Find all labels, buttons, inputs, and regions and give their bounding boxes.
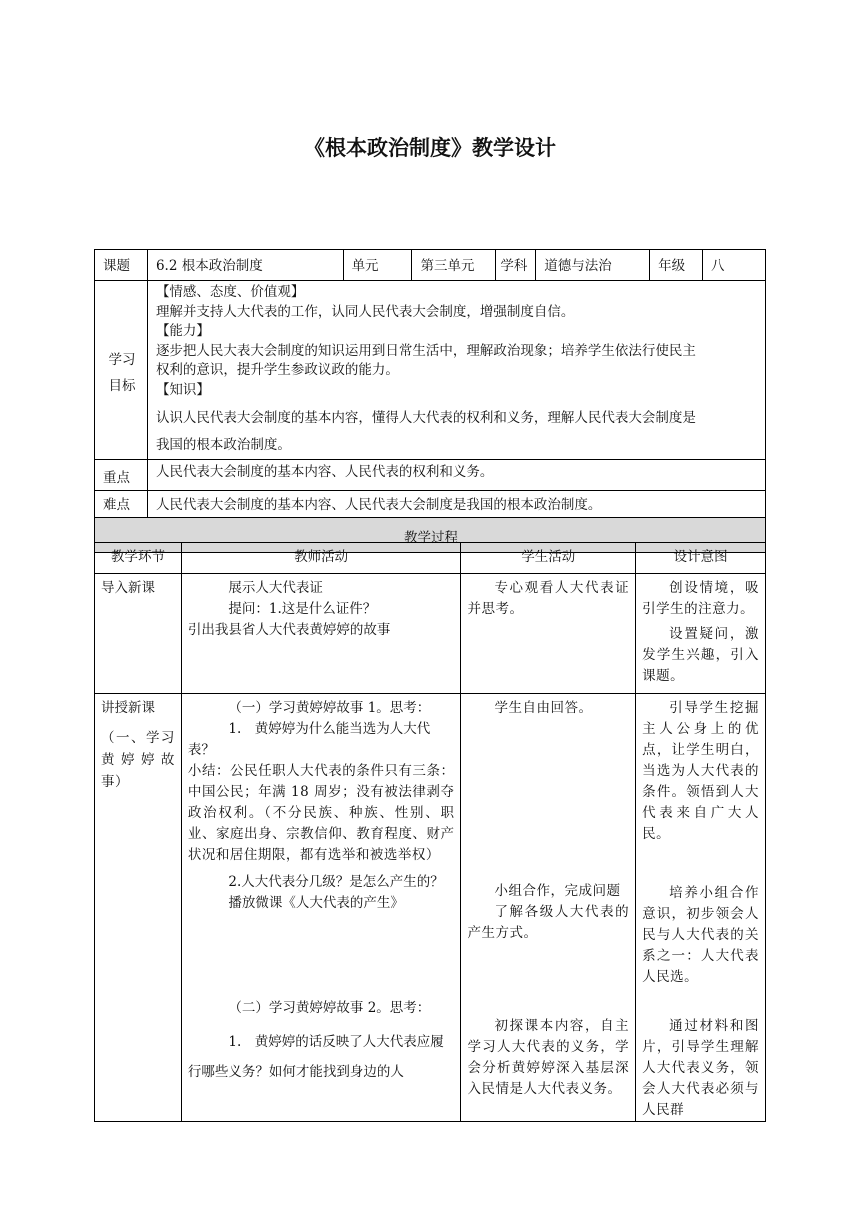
objective-text: 认识人民代表大会制度的基本内容，懂得人大代表的权利和义务，理解人民代表大会制度是 — [155, 410, 696, 426]
objectives-label: 学习 目标 — [95, 281, 148, 460]
objective-heading-attitude: 【情感、态度、价值观】 — [155, 284, 305, 300]
student-intro: 专心观看人大代表证并思考。 — [461, 574, 636, 694]
teacher-intro: 展示人大代表证 提问：1.这是什么证件？ 引出我县省人大代表黄婷婷的故事 — [181, 574, 461, 694]
unit-label: 单元 — [343, 250, 412, 281]
column-intent: 设计意图 — [636, 543, 766, 574]
objective-text: 理解并支持人大代表的工作，认同人民代表大会制度，增强制度自信。 — [155, 303, 575, 320]
difficulty-row — [95, 491, 766, 518]
objective-heading-knowledge: 【知识】 — [155, 381, 210, 398]
objective-text: 我国的根本政治制度。 — [155, 437, 291, 453]
objectives-content — [147, 281, 765, 460]
difficulty-label: 难点 — [95, 491, 148, 518]
course-label: 课题 — [95, 250, 148, 281]
process-column-headers — [95, 543, 766, 574]
key-point-row — [95, 460, 766, 491]
objectives-row — [95, 281, 766, 460]
process-header: 教学过程 — [95, 518, 766, 553]
key-point-value: 人民代表大会制度的基本内容、人民代表的权利和义务。 — [147, 460, 765, 491]
stage-intro: 导入新课 — [95, 574, 182, 694]
process-row-intro — [95, 574, 766, 694]
objective-heading-ability: 【能力】 — [155, 323, 210, 339]
difficulty-value: 人民代表大会制度的基本内容、人民代表大会制度是我国的根本政治制度。 — [147, 491, 765, 518]
grade-label: 年级 — [650, 250, 703, 281]
column-student: 学生活动 — [461, 543, 636, 574]
objective-text: 逐步把人民大表大会制度的知识运用到日常生活中，理解政治现象；培养学生依法行使民主 — [155, 342, 696, 359]
grade-value: 八 — [703, 250, 766, 281]
intent-new-lesson: 引导学生挖掘主人公身上的优点，让学生明白，当选为人大代表的条件。领悟到人大代表来自广大人民。 培养小组合作意识，初步领会人民与人大代表的关系之一：人大代表人民选。 通过材料和图片，引导学生理解人大代表义务，领会人大代表必须与人民群 — [636, 694, 766, 1122]
subject-label: 学科 — [496, 250, 536, 281]
stage-new-lesson: 讲授新课 （一、学习黄婷婷故事） — [95, 694, 182, 1122]
unit-value: 第三单元 — [412, 250, 496, 281]
column-stage: 教学环节 — [95, 543, 182, 574]
course-value: 6.2 根本政治制度 — [147, 250, 343, 281]
subject-value: 道德与法治 — [536, 250, 650, 281]
student-new-lesson: 学生自由回答。 小组合作，完成问题 了解各级人大代表的产生方式。 初探课本内容，自主学习人大代表的义务，学会分析黄婷婷深入基层深入民情是人大代表义务。 — [461, 694, 636, 1122]
key-point-label: 重点 — [95, 460, 148, 491]
document-title: 《根本政治制度》教学设计 — [304, 136, 556, 160]
intent-intro: 创设情境，吸引学生的注意力。 设置疑问，激发学生兴趣，引入课题。 — [636, 574, 766, 694]
objective-text: 权利的意识，提升学生参政议政的能力。 — [155, 362, 399, 378]
course-info-row — [95, 250, 766, 281]
teaching-process-table — [94, 542, 766, 1122]
course-info-table — [94, 249, 766, 553]
process-row-new-lesson — [95, 694, 766, 1122]
teacher-new-lesson: （一）学习黄婷婷故事 1。思考： 1. 黄婷婷为什么能当选为人大代表？ 小结：公民任职人大代表的条件只有三条：中国公民；年满 18 周岁；没有被法律剥夺政治权利。（不分民族、种族、性别、职业、家庭出身、宗教信仰、教育程度、财产状况和居住期限，都有选举和被选举权） 2.人大代表分几级？是怎么产生的？ 播放微课《人大代表的产生》 （二）学习黄婷婷故事 2。思考： 1. 黄婷婷的话反映了人大代表应履行哪些义务？如何才能找到身边的人 — [181, 694, 461, 1122]
column-teacher: 教师活动 — [181, 543, 461, 574]
